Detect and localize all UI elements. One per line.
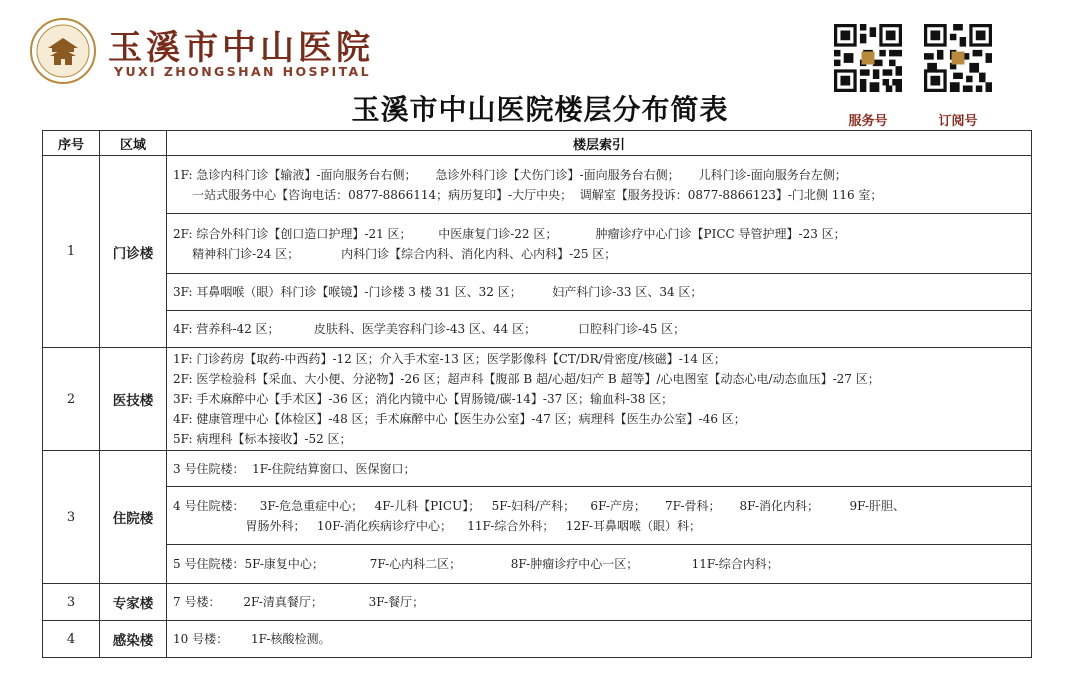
row-area: 专家楼: [100, 584, 167, 621]
floor-line: 3F: 耳鼻咽喉（眼）科门诊【喉镜】-门诊楼 3 楼 31 区、32 区； 妇产科门诊-33 区、34 区；: [173, 285, 703, 299]
header-floor-index: 楼层索引: [167, 131, 1032, 156]
floor-section: [167, 214, 1031, 274]
floor-index-cell: [167, 156, 1032, 348]
row-area: 医技楼: [100, 348, 167, 451]
table-header-row: [43, 131, 1032, 156]
floor-line: 3 号住院楼： 1F-住院结算窗口、医保窗口；: [173, 461, 416, 476]
floor-section: [167, 451, 1031, 487]
floor-line: 5F: 病理科【标本接收】-52 区；: [173, 432, 352, 446]
floor-section: [167, 584, 1031, 620]
floor-section: [167, 156, 1031, 214]
floor-line: 3F: 手术麻醉中心【手术区】-36 区；消化内镜中心【胃肠镜/碳-14】-37 区；输血科-38 区；: [173, 392, 674, 406]
qr-code-icon: [924, 24, 992, 92]
floor-line: 精神科门诊-24 区； 内科门诊【综合内科、消化内科、心内科】-25 区；: [173, 246, 617, 261]
floor-line: 2F: 综合外科门诊【创口造口护理】-21 区； 中医康复门诊-22 区； 肿瘤诊疗中心门诊【PICC 导管护理】-23 区；: [173, 226, 846, 241]
row-number: 3: [43, 451, 100, 584]
table-row: [43, 584, 1032, 621]
floor-section: [167, 274, 1031, 311]
floor-index-cell: [167, 451, 1032, 584]
row-number: 3: [43, 584, 100, 621]
floor-line: 2F: 医学检验科【采血、大小便、分泌物】-26 区；超声科【腹部 B 超/心超/妇产 B 超等】/心电图室【动态心电/动态血压】-27 区；: [173, 372, 880, 386]
floor-line: 5 号住院楼：5F-康复中心； 7F-心内科二区； 8F-肿瘤诊疗中心一区； 11F-综合内科；: [173, 557, 779, 571]
row-number: 2: [43, 348, 100, 451]
hospital-name-en: YUXI ZHONGSHAN HOSPITAL: [114, 64, 371, 79]
floor-line: 7 号楼： 2F-清真餐厅； 3F-餐厅；: [173, 595, 425, 609]
table-row: [43, 621, 1032, 658]
floor-line: 一站式服务中心【咨询电话：0877-8866114；病历复印】-大厅中央； 调解室【服务投诉：0877-8866123】-门北侧 116 室；: [173, 187, 883, 202]
floor-line: 10 号楼： 1F-核酸检测。: [173, 632, 331, 646]
floor-index-cell: [167, 348, 1032, 451]
floor-line: 1F: 急诊内科门诊【输液】-面向服务台右侧； 急诊外科门诊【犬伤门诊】-面向服务台右侧； 儿科门诊-面向服务台左侧；: [173, 167, 847, 182]
qr-label-service: 服务号: [848, 114, 888, 129]
header-area: 区域: [100, 131, 167, 156]
floor-index-cell: [167, 584, 1032, 621]
header-no: 序号: [43, 131, 100, 156]
row-number: 4: [43, 621, 100, 658]
floor-distribution-table: [42, 130, 1032, 658]
floor-section: [167, 621, 1031, 657]
row-number: 1: [43, 156, 100, 348]
floor-index-cell: [167, 621, 1032, 658]
hospital-name-cn: 玉溪市中山医院: [108, 28, 374, 68]
floor-section: [167, 311, 1031, 347]
document-title: 玉溪市中山医院楼层分布简表: [351, 93, 729, 126]
hospital-logo: [30, 18, 96, 84]
floor-section: [167, 487, 1031, 545]
row-area: 门诊楼: [100, 156, 167, 348]
floor-line: 4F: 营养科-42 区； 皮肤科、医学美容科门诊-43 区、44 区； 口腔科门诊-45 区；: [173, 322, 686, 336]
table-row: [43, 156, 1032, 348]
floor-line: 4 号住院楼： 3F-危急重症中心； 4F-儿科【PICU】； 5F-妇科/产科； 6F-产房； 7F-骨科； 8F-消化内科； 9F-肝胆、: [173, 498, 906, 513]
floor-line: 1F: 门诊药房【取药-中西药】-12 区；介入手术室-13 区；医学影像科【CT/DR/骨密度/核磁】-14 区；: [173, 352, 726, 366]
floor-line: 4F: 健康管理中心【体检区】-48 区；手术麻醉中心【医生办公室】-47 区；病理科【医生办公室】-46 区；: [173, 412, 746, 426]
row-area: 住院楼: [100, 451, 167, 584]
floor-line: 胃肠外科； 10F-消化疾病诊疗中心； 11F-综合外科； 12F-耳鼻咽喉（眼）科；: [173, 518, 701, 533]
floor-section: [167, 348, 1031, 450]
table-row: [43, 451, 1032, 584]
floor-section: [167, 545, 1031, 583]
qr-code-icon: [834, 24, 902, 92]
qr-label-subscription: 订阅号: [938, 114, 978, 129]
table-row: [43, 348, 1032, 451]
row-area: 感染楼: [100, 621, 167, 658]
